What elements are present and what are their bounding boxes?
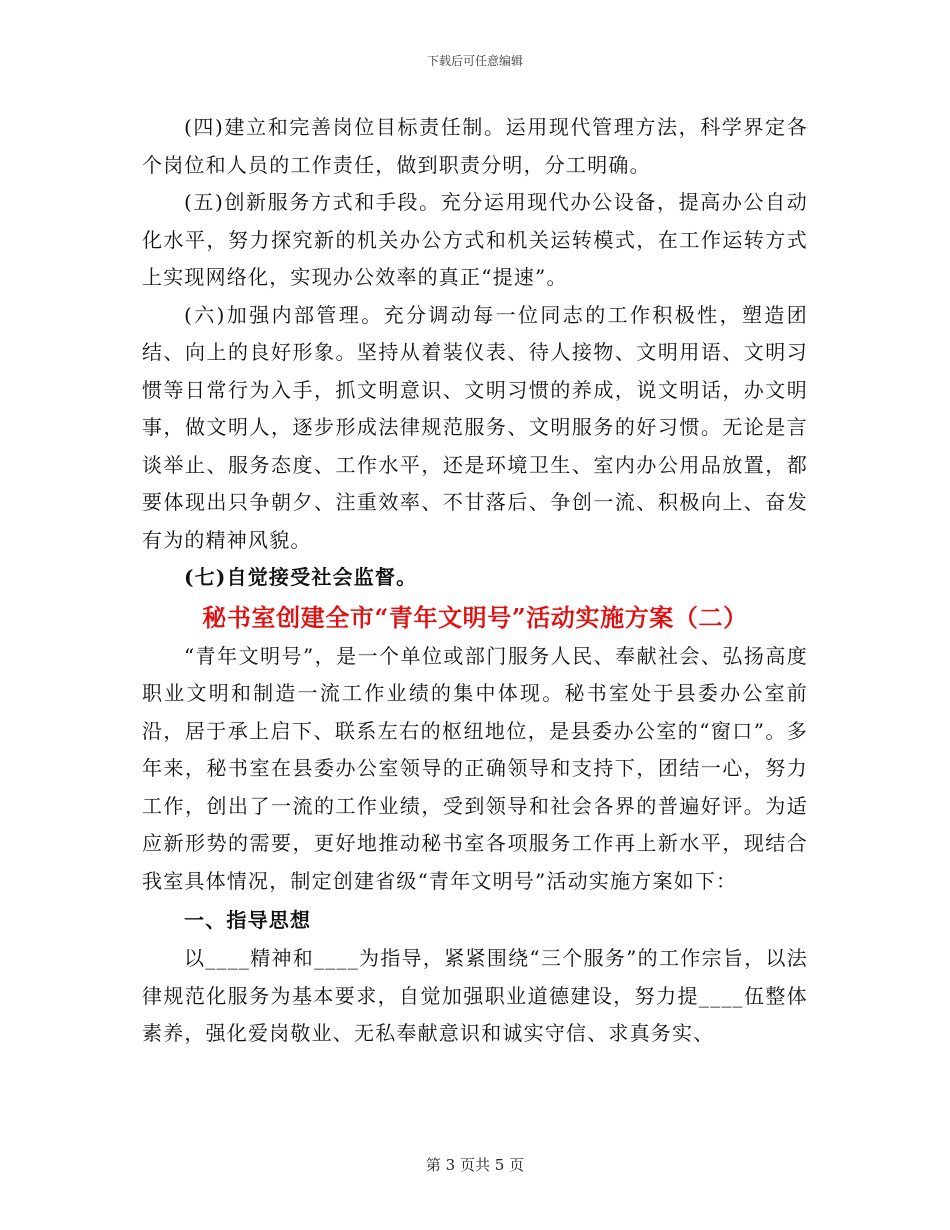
document-title: 秘书室创建全市“青年文明号”活动实施方案（二） bbox=[202, 602, 748, 632]
document-body bbox=[142, 109, 808, 1053]
page-footer-indicator: 第 3 页共 5 页 bbox=[425, 1156, 525, 1174]
page-header: 下载后可任意编辑 bbox=[426, 54, 523, 68]
section-body-guiding-ideology: 以____精神和____为指导，紧紧围绕“三个服务”的工作宗旨，以法律规范化服务为基本要求，自觉加强职业道德建设，努力提____伍整体素养，强化爱岗敬业、无私奉献意识和诚实守信、求真务实、 bbox=[142, 946, 808, 1045]
section-heading-guiding-ideology: 一、指导思想 bbox=[184, 908, 312, 932]
paragraph-item-5: (五)创新服务方式和手段。充分运用现代办公设备，提高办公自动化水平，努力探究新的机关办公方式和机关运转模式，在工作运转方式上实现网络化，实现办公效率的真正“提速”。 bbox=[142, 190, 808, 289]
paragraph-item-4: (四)建立和完善岗位目标责任制。运用现代管理方法，科学界定各个岗位和人员的工作责任，做到职责分明，分工明确。 bbox=[142, 115, 808, 177]
intro-paragraph: “青年文明号”，是一个单位或部门服务人民、奉献社会、弘扬高度职业文明和制造一流工作业绩的集中体现。秘书室处于县委办公室前沿，居于承上启下、联系左右的枢纽地位，是县委办公室的“窗口”。多年来，秘书室在县委办公室领导的正确领导和支持下，团结一心，努力工作，创出了一流的工作业绩，受到领导和社会各界的普遍好评。为适应新形势的需要，更好地推动秘书室各项服务工作再上新水平，现结合我室具体情况，制定创建省级“青年文明号”活动实施方案如下： bbox=[142, 643, 808, 893]
paragraph-item-7: (七)自觉接受社会监督。 bbox=[184, 565, 418, 589]
paragraph-item-6: (六)加强内部管理。充分调动每一位同志的工作积极性，塑造团结、向上的良好形象。坚持从着装仪表、待人接物、文明用语、文明习惯等日常行为入手，抓文明意识、文明习惯的养成，说文明话，办文明事，做文明人，逐步形成法律规范服务、文明服务的好习惯。无论是言谈举止、服务态度、工作水平，还是环境卫生、室内办公用品放置，都要体现出只争朝夕、注重效率、不甘落后、争创一流、积极向上、奋发有为的精神风貌。 bbox=[142, 302, 808, 552]
